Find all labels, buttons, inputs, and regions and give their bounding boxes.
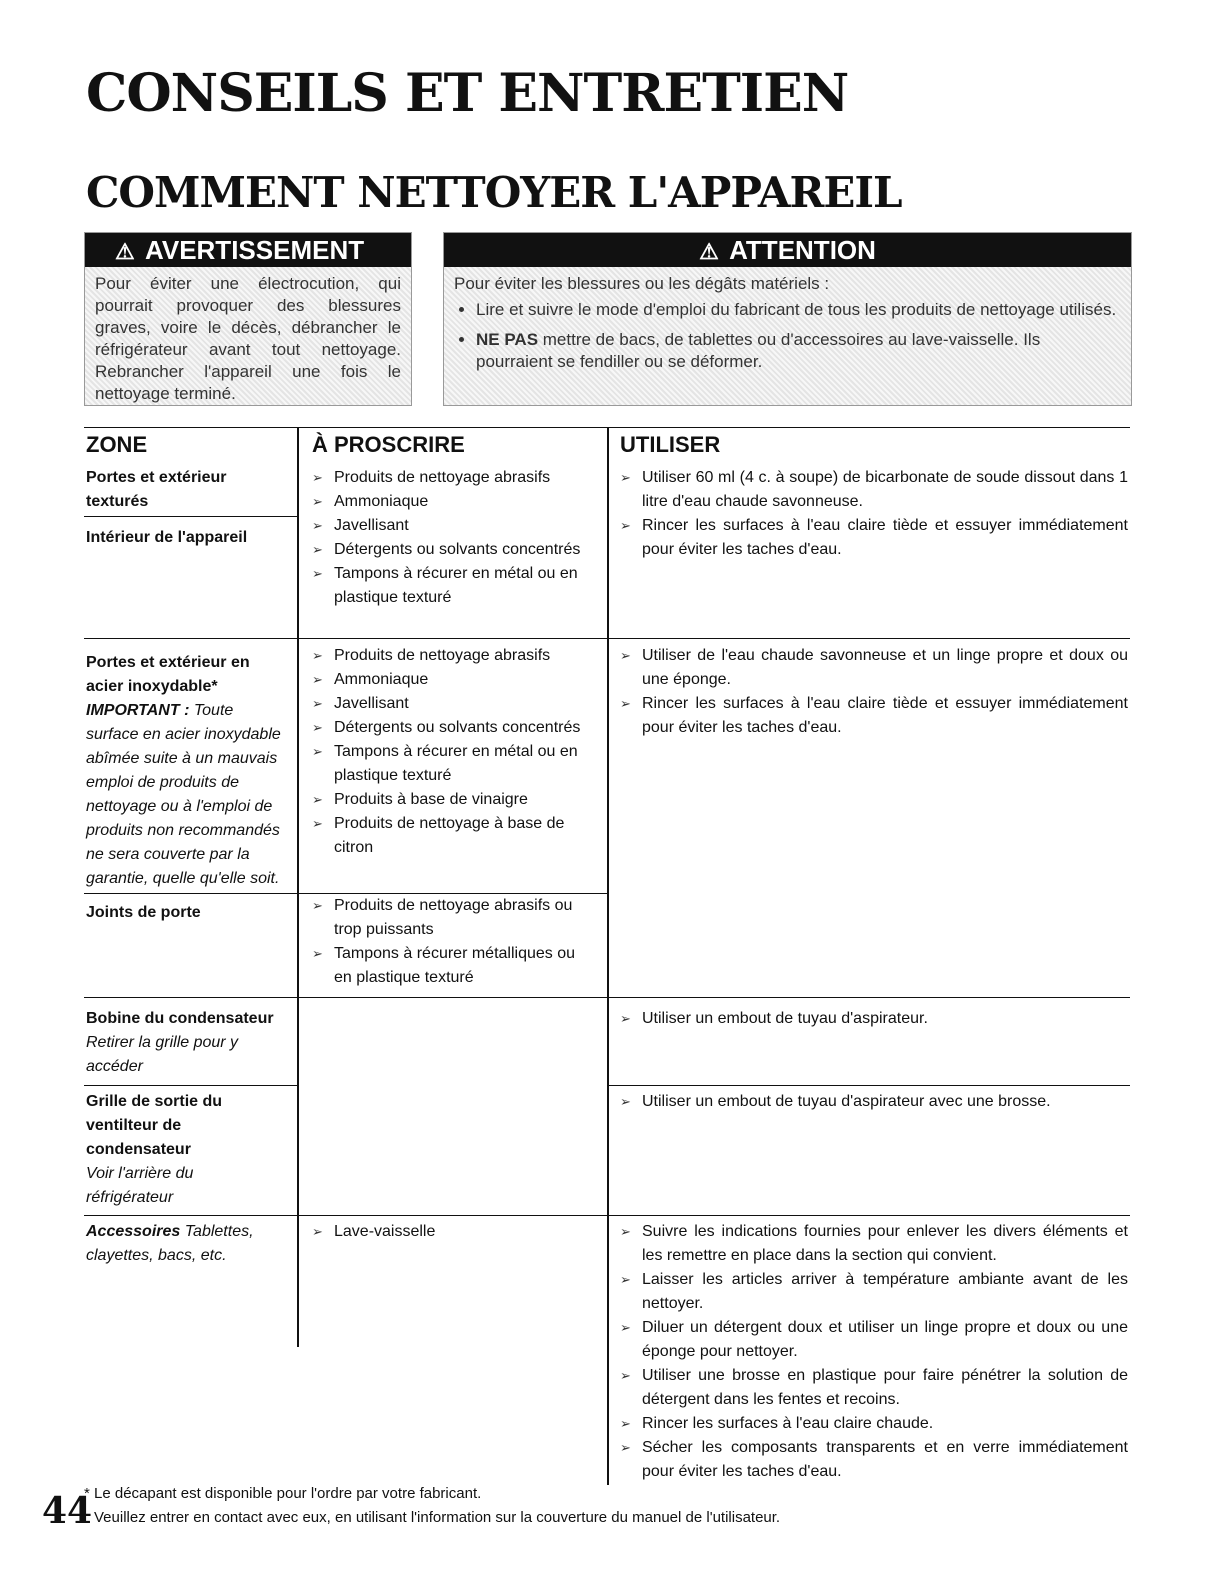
caution-item-text: mettre de bacs, de tablettes ou d'accessoires au lave-vaisselle. Ils pourraient se fendiller ou se déformer. [476, 330, 1041, 371]
row-divider [84, 638, 1130, 639]
avoid-cell [312, 1220, 592, 1244]
row-divider [84, 516, 297, 517]
arrow-bullet-icon: ➢ [312, 518, 323, 533]
column-divider [607, 427, 609, 1485]
caution-intro: Pour éviter les blessures ou les dégâts matériels : [454, 274, 830, 293]
warning-header [85, 233, 411, 267]
zone-title: Portes et extérieur en acier inoxydable* [86, 654, 250, 695]
arrow-bullet-icon: ➢ [620, 470, 631, 485]
footnote: * Le décapant est disponible pour l'ordre par votre fabricant. [84, 1485, 482, 1502]
list-item: ➢ Ammoniaque [312, 668, 592, 692]
zone-title: Grille de sortie du ventilteur de condensateur [86, 1093, 223, 1158]
page-title: CONSEILS ET ENTRETIEN [86, 63, 849, 124]
arrow-bullet-icon: ➢ [620, 518, 631, 533]
arrow-bullet-icon: ➢ [312, 542, 323, 557]
arrow-bullet-icon: ➢ [620, 1320, 631, 1335]
use-cell [620, 1090, 1128, 1114]
arrow-bullet-icon: ➢ [312, 816, 323, 831]
list-item: ➢ Produits de nettoyage abrasifs [312, 644, 592, 668]
list-item: ➢ Utiliser une brosse en plastique pour faire pénétrer la solution de détergent dans les fentes et recoins. [620, 1364, 1128, 1412]
avoid-cell [312, 466, 592, 610]
zone-cell [86, 1007, 281, 1079]
arrow-bullet-icon: ➢ [620, 1094, 631, 1109]
list-item: ➢ Tampons à récurer en métal ou en plastique texturé [312, 562, 592, 610]
column-header-zone: ZONE [86, 432, 148, 457]
zone-note: Voir l'arrière du réfrigérateur [86, 1165, 194, 1206]
warning-text: Pour éviter une électrocution, qui pourrait provoquer des blessures graves, voire le décès, débrancher le réfrigérateur avant tout nettoyage. Rebrancher l'appareil une fois le nettoyage terminé. [95, 274, 401, 403]
arrow-bullet-icon: ➢ [312, 648, 323, 663]
zone-cell: Joints de porte [86, 904, 201, 921]
arrow-bullet-icon: ➢ [312, 696, 323, 711]
zone-cell [86, 651, 284, 891]
zone-note: Retirer la grille pour y accéder [86, 1034, 239, 1075]
list-item: ➢ Lave-vaisselle [312, 1220, 592, 1244]
list-item: ➢ Rincer les surfaces à l'eau claire chaude. [620, 1412, 1128, 1436]
list-item: ➢ Suivre les indications fournies pour enlever les divers éléments et les remettre en place dans la section qui convient. [620, 1220, 1128, 1268]
list-item: ➢ Utiliser 60 ml (4 c. à soupe) de bicarbonate de soude dissout dans 1 litre d'eau chaude savonneuse. [620, 466, 1128, 514]
arrow-bullet-icon: ➢ [312, 744, 323, 759]
caution-title: ATTENTION [729, 235, 876, 265]
important-label: IMPORTANT : [86, 702, 190, 719]
arrow-bullet-icon: ➢ [312, 792, 323, 807]
use-cell [620, 1220, 1128, 1484]
list-item: ➢ Sécher les composants transparents et en verre immédiatement pour éviter les taches d'eau. [620, 1436, 1128, 1484]
row-divider [607, 1085, 1130, 1086]
row-divider [84, 1215, 1130, 1216]
arrow-bullet-icon: ➢ [620, 1272, 631, 1287]
list-item: ➢ Javellisant [312, 692, 592, 716]
arrow-bullet-icon: ➢ [620, 1440, 631, 1455]
zone-cell: Accessoires Tablettes, clayettes, bacs, etc. [86, 1223, 254, 1264]
use-cell [620, 644, 1128, 740]
list-item: ➢ Détergents ou solvants concentrés [312, 538, 592, 562]
list-item: ➢ Produits de nettoyage abrasifs [312, 466, 592, 490]
list-item: ➢ Utiliser de l'eau chaude savonneuse et un linge propre et doux ou une éponge. [620, 644, 1128, 692]
arrow-bullet-icon: ➢ [620, 1224, 631, 1239]
warning-title: AVERTISSEMENT [145, 235, 365, 265]
caution-item: • Lire et suivre le mode d'emploi du fabricant de tous les produits de nettoyage utilisés. [476, 299, 1121, 321]
zone-cell: Intérieur de l'appareil [86, 529, 248, 546]
list-item: ➢ Produits de nettoyage à base de citron [312, 812, 592, 860]
column-divider [297, 427, 299, 1347]
avoid-cell [312, 894, 592, 990]
list-item: ➢ Utiliser un embout de tuyau d'aspirateur. [620, 1007, 1128, 1031]
list-item: ➢ Laisser les articles arriver à température ambiante avant de les nettoyer. [620, 1268, 1128, 1316]
arrow-bullet-icon: ➢ [312, 566, 323, 581]
arrow-bullet-icon: ➢ [620, 648, 631, 663]
column-header-avoid: À PROSCRIRE [312, 432, 465, 457]
zone-title: Accessoires [86, 1223, 181, 1240]
caution-item [476, 329, 1121, 373]
list-item: ➢ Produits de nettoyage abrasifs ou trop puissants [312, 894, 592, 942]
list-item: ➢ Diluer un détergent doux et utiliser un linge propre et doux ou une éponge pour nettoyer. [620, 1316, 1128, 1364]
arrow-bullet-icon: ➢ [312, 898, 323, 913]
footnote: Veuillez entrer en contact avec eux, en utilisant l'information sur la couverture du manuel de l'utilisateur. [94, 1509, 781, 1526]
zone-note: IMPORTANT : Toute surface en acier inoxydable abîmée suite à un mauvais emploi de produits de nettoyage ou à l'emploi de produits non recommandés ne sera couverte par la garantie, quelle qu'elle soit. [86, 702, 281, 887]
list-item: ➢ Détergents ou solvants concentrés [312, 716, 592, 740]
list-item: ➢ Rincer les surfaces à l'eau claire tiède et essuyer immédiatement pour éviter les taches d'eau. [620, 514, 1128, 562]
warning-box [84, 232, 412, 406]
caution-box [443, 232, 1132, 406]
list-item: ➢ Tampons à récurer en métal ou en plastique texturé [312, 740, 592, 788]
caution-emphasis: NE PAS [476, 330, 539, 349]
list-item: ➢ Rincer les surfaces à l'eau claire tiède et essuyer immédiatement pour éviter les taches d'eau. [620, 692, 1128, 740]
page-number: 44 [42, 1490, 93, 1532]
arrow-bullet-icon: ➢ [312, 1224, 323, 1239]
arrow-bullet-icon: ➢ [620, 696, 631, 711]
avoid-cell [312, 644, 592, 860]
list-item: ➢ Produits à base de vinaigre [312, 788, 592, 812]
row-divider [84, 1085, 297, 1086]
arrow-bullet-icon: ➢ [312, 470, 323, 485]
row-divider [84, 997, 1130, 998]
arrow-bullet-icon: ➢ [620, 1368, 631, 1383]
warning-triangle-icon: ⚠ [699, 239, 719, 264]
zone-cell: Portes et extérieur texturés [86, 469, 227, 510]
list-item: ➢ Utiliser un embout de tuyau d'aspirateur avec une brosse. [620, 1090, 1128, 1114]
zone-title: Bobine du condensateur [86, 1010, 274, 1027]
use-cell [620, 466, 1128, 562]
list-item: ➢ Javellisant [312, 514, 592, 538]
arrow-bullet-icon: ➢ [312, 946, 323, 961]
arrow-bullet-icon: ➢ [620, 1416, 631, 1431]
warning-triangle-icon: ⚠ [115, 239, 135, 264]
list-item: ➢ Ammoniaque [312, 490, 592, 514]
list-item: ➢ Tampons à récurer métalliques ou en plastique texturé [312, 942, 592, 990]
arrow-bullet-icon: ➢ [312, 672, 323, 687]
section-title: COMMENT NETTOYER L'APPAREIL [86, 168, 902, 217]
arrow-bullet-icon: ➢ [312, 494, 323, 509]
arrow-bullet-icon: ➢ [620, 1011, 631, 1026]
zone-cell [86, 1090, 281, 1210]
caution-header [444, 233, 1131, 267]
column-header-use: UTILISER [620, 432, 721, 457]
arrow-bullet-icon: ➢ [312, 720, 323, 735]
use-cell [620, 1007, 1128, 1031]
